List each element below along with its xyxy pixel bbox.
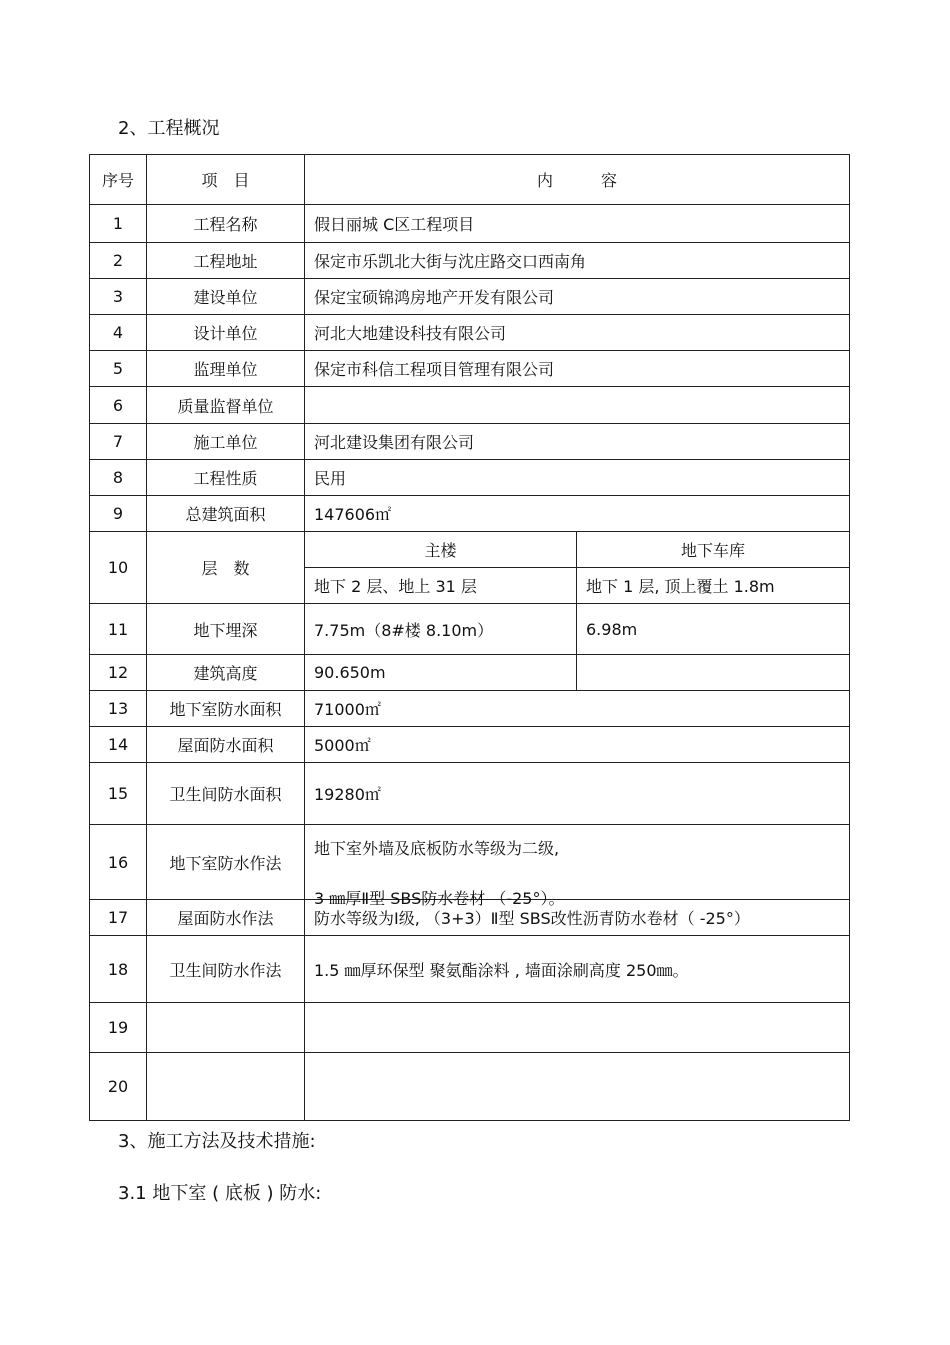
row-item: 监理单位 <box>147 351 305 387</box>
basement-method-line1: 地下室外墙及底板防水等级为二级, <box>314 839 560 858</box>
row-item: 工程地址 <box>147 243 305 279</box>
row-no: 9 <box>90 496 147 532</box>
table-row <box>90 205 850 243</box>
row-item: 建筑高度 <box>147 655 305 691</box>
row-item: 层 数 <box>147 532 305 604</box>
main-building-depth: 7.75m（8#楼 8.10m） <box>305 604 577 655</box>
row-value <box>305 387 850 424</box>
row-value: 1.5 ㎜厚环保型 聚氨酯涂料 , 墙面涂刷高度 250㎜。 <box>305 936 850 1003</box>
table-row <box>90 1053 850 1121</box>
row-no: 6 <box>90 387 147 424</box>
row-item: 质量监督单位 <box>147 387 305 424</box>
garage-depth: 6.98m <box>577 604 850 655</box>
table-row <box>90 936 850 1003</box>
table-row <box>90 604 850 655</box>
row-value: 防水等级为Ⅰ级, （3+3）Ⅱ型 SBS改性沥青防水卷材（ -25°） <box>305 900 850 936</box>
row-no: 13 <box>90 691 147 727</box>
row-no: 19 <box>90 1003 147 1053</box>
row-no: 18 <box>90 936 147 1003</box>
row-value: 河北建设集团有限公司 <box>305 424 850 460</box>
row-no: 3 <box>90 279 147 315</box>
header-content: 内 容 <box>305 155 850 205</box>
row-no: 7 <box>90 424 147 460</box>
row-item: 屋面防水面积 <box>147 727 305 763</box>
header-no: 序号 <box>90 155 147 205</box>
row-item: 屋面防水作法 <box>147 900 305 936</box>
row-no: 15 <box>90 763 147 825</box>
row-item: 卫生间防水作法 <box>147 936 305 1003</box>
table-row <box>90 691 850 727</box>
row-no: 10 <box>90 532 147 604</box>
section-3-heading: 3、施工方法及技术措施: <box>118 1131 316 1152</box>
section-2-heading: 2、工程概况 <box>118 118 220 139</box>
table-row <box>90 243 850 279</box>
project-overview-table <box>89 154 850 1121</box>
main-building-height: 90.650m <box>305 655 577 691</box>
row-value <box>305 1053 850 1121</box>
row-no: 5 <box>90 351 147 387</box>
row-value: 保定宝硕锦鸿房地产开发有限公司 <box>305 279 850 315</box>
row-value: 河北大地建设科技有限公司 <box>305 315 850 351</box>
row-value <box>305 825 850 908</box>
table-row <box>90 279 850 315</box>
row-no: 4 <box>90 315 147 351</box>
row-no: 16 <box>90 825 147 900</box>
row-value: 147606㎡ <box>305 496 850 532</box>
garage-floors: 地下 1 层, 顶上覆土 1.8m <box>577 568 850 604</box>
table-row <box>90 424 850 460</box>
main-building-floors: 地下 2 层、地上 31 层 <box>305 568 577 604</box>
table-row <box>90 315 850 351</box>
garage-height <box>577 655 850 691</box>
row-value <box>305 1003 850 1053</box>
row-item: 施工单位 <box>147 424 305 460</box>
row-no: 14 <box>90 727 147 763</box>
table-row <box>90 655 850 691</box>
table-row <box>90 1003 850 1053</box>
row-no: 8 <box>90 460 147 496</box>
row-value: 71000㎡ <box>305 691 850 727</box>
row-item: 工程名称 <box>147 205 305 243</box>
table-row-floors-label <box>90 532 850 568</box>
row-value: 假日丽城 C区工程项目 <box>305 205 850 243</box>
row-item: 设计单位 <box>147 315 305 351</box>
table-row <box>90 387 850 424</box>
table-row <box>90 351 850 387</box>
row-item <box>147 1053 305 1121</box>
header-item: 项 目 <box>147 155 305 205</box>
row-item: 建设单位 <box>147 279 305 315</box>
garage-label: 地下车库 <box>577 532 850 568</box>
row-no: 2 <box>90 243 147 279</box>
row-item: 地下埋深 <box>147 604 305 655</box>
table-row <box>90 825 850 900</box>
row-item: 卫生间防水面积 <box>147 763 305 825</box>
row-value: 民用 <box>305 460 850 496</box>
row-item: 工程性质 <box>147 460 305 496</box>
row-no: 17 <box>90 900 147 936</box>
row-no: 1 <box>90 205 147 243</box>
row-no: 12 <box>90 655 147 691</box>
row-no: 20 <box>90 1053 147 1121</box>
row-item: 总建筑面积 <box>147 496 305 532</box>
main-building-label: 主楼 <box>305 532 577 568</box>
row-value: 保定市科信工程项目管理有限公司 <box>305 351 850 387</box>
table-row <box>90 763 850 825</box>
table-row <box>90 460 850 496</box>
row-value: 19280㎡ <box>305 763 850 825</box>
row-no: 11 <box>90 604 147 655</box>
row-item: 地下室防水面积 <box>147 691 305 727</box>
basement-method-line2: 3 ㎜厚Ⅱ型 SBS防水卷材 （-25°）。 <box>314 889 565 908</box>
table-row <box>90 727 850 763</box>
row-value: 5000㎡ <box>305 727 850 763</box>
row-item: 地下室防水作法 <box>147 825 305 900</box>
section-3-1-heading: 3.1 地下室 ( 底板 ) 防水: <box>118 1183 322 1204</box>
row-value: 保定市乐凯北大街与沈庄路交口西南角 <box>305 243 850 279</box>
table-row <box>90 496 850 532</box>
row-item <box>147 1003 305 1053</box>
table-header-row <box>90 155 850 205</box>
